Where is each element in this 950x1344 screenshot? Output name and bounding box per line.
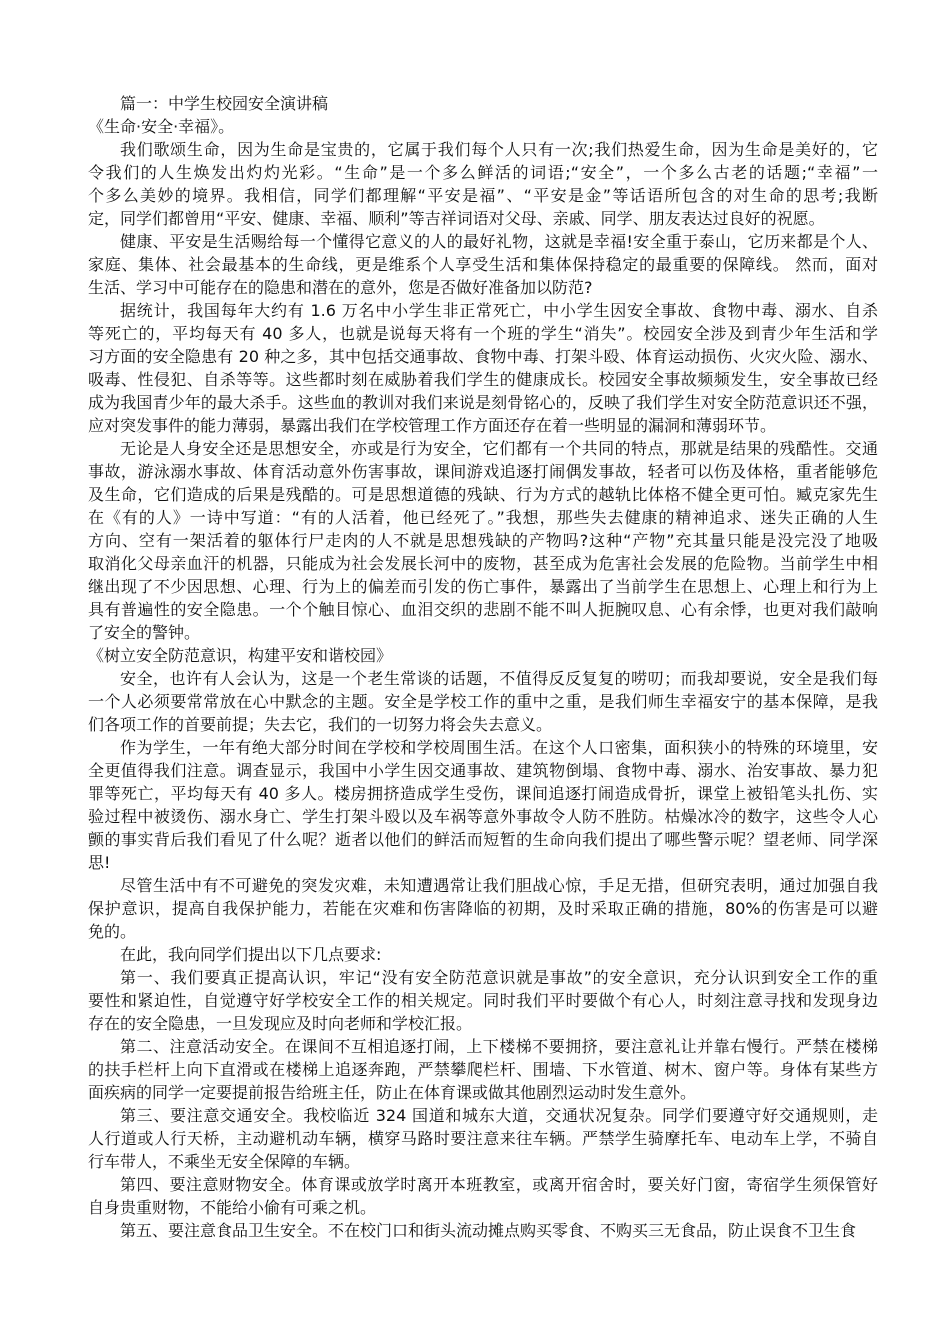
text-line: 定，同学们都曾用“平安、健康、幸福、顺利”等吉祥词语对父母、亲戚、同学、朋友表达过良好的祝愿。 bbox=[88, 209, 825, 228]
text-line: 思! bbox=[88, 853, 111, 872]
text-line: 生活、学习中可能存在的隐患和潜在的意外，您是否做好准备加以防范? bbox=[88, 278, 593, 297]
section-title bbox=[88, 115, 878, 138]
text-line: 颤的事实背后我们看见了什么呢？逝者以他们的鲜活而短暂的生命向我们提出了哪些警示呢？望老师、同学深 bbox=[88, 830, 878, 849]
text-line: 作为学生，一年有绝大部分时间在学校和学校周围生活。在这个人口密集，面积狭小的特殊的环境里，安 bbox=[120, 738, 878, 757]
section-title bbox=[88, 644, 878, 667]
text-line: 方向、空有一架活着的躯体行尸走肉的人不就是思想残缺的产物吗?这种“产物”充其量只能是没完没了地吸 bbox=[88, 531, 878, 550]
paragraph bbox=[88, 874, 878, 943]
paragraph bbox=[88, 299, 878, 437]
text-line: 第二、注意活动安全。在课间不互相追逐打闹，上下楼梯不要拥挤，要注意礼让并靠右慢行。严禁在楼梯 bbox=[120, 1037, 878, 1056]
text-line: 在此，我向同学们提出以下几点要求: bbox=[120, 945, 382, 964]
text-line: 尽管生活中有不可避免的突发灾难，未知遭遇常让我们胆战心惊，手足无措，但研究表明，通过加强自我 bbox=[120, 876, 878, 895]
text-line: 罪等死亡，平均每天有 40 多人。楼房拥挤造成学生受伤，课间追逐打闹造成骨折，课堂上被铅笔头扎伤、实 bbox=[88, 784, 878, 803]
text-line: 具有普遍性的安全隐患。一个个触目惊心、血泪交织的悲剧不能不叫人扼腕叹息、心有余悸，也更对我们敲响 bbox=[88, 600, 878, 619]
text-line: 令我们的人生焕发出灼灼光彩。“生命”是一个多么鲜活的词语;“安全”，一个多么古老的话题;“幸福”一 bbox=[88, 163, 878, 182]
paragraph bbox=[88, 437, 878, 644]
text-line: 据统计，我国每年大约有 1.6 万名中小学生非正常死亡，中小学生因安全事故、食物中毒、溺水、自杀 bbox=[120, 301, 878, 320]
text-line: 要性和紧迫性，自觉遵守好学校安全工作的相关规定。同时我们平时要做个有心人，时刻注意寻找和发现身边 bbox=[88, 991, 878, 1010]
text-line: 第五、要注意食品卫生安全。不在校门口和街头流动摊点购买零食、不购买三无食品，防止误食不卫生食 bbox=[120, 1221, 857, 1240]
text-line: 我们歌颂生命，因为生命是宝贵的，它属于我们每个人只有一次;我们热爱生命，因为生命是美好的，它 bbox=[120, 140, 878, 159]
text-line: 了安全的警钟。 bbox=[88, 623, 201, 642]
text-line: 事故，游泳溺水事故、体育活动意外伤害事故，课间游戏追逐打闹偶发事故，轻者可以伤及体格，重者能够危 bbox=[88, 462, 878, 481]
text-line: 及生命，它们造成的后果是残酷的。可是思想道德的残缺、行为方式的越轨比体格不健全更可怕。臧克家先生 bbox=[88, 485, 878, 504]
text-line: 人行道或人行天桥，主动避机动车辆，横穿马路时要注意来往车辆。严禁学生骑摩托车、电动车上学，不骑自 bbox=[88, 1129, 878, 1148]
paragraph bbox=[88, 1104, 878, 1173]
text-line: 的扶手栏杆上向下直滑或在楼梯上追逐奔跑，严禁攀爬栏杆、围墙、下水管道、树木、窗户等。身体有某些方 bbox=[88, 1060, 878, 1079]
paragraph bbox=[88, 667, 878, 736]
text-line: 吸毒、性侵犯、自杀等等。这些都时刻在威胁着我们学生的健康成长。校园安全事故频频发生，安全事故已经 bbox=[88, 370, 878, 389]
text-line: 们各项工作的首要前提；失去它，我们的一切努力将会失去意义。 bbox=[88, 715, 553, 734]
text-line: 无论是人身安全还是思想安全，亦或是行为安全，它们都有一个共同的特点，那就是结果的残酷性。交通 bbox=[120, 439, 878, 458]
paragraph bbox=[88, 1035, 878, 1104]
text-line: 安全，也许有人会认为，这是一个老生常谈的话题，不值得反反复复的唠叨；而我却要说，安全是我们每 bbox=[120, 669, 878, 688]
paragraph bbox=[88, 966, 878, 1035]
text-line: 面疾病的同学一定要提前报告给班主任，防止在体育课或做其他剧烈运动时发生意外。 bbox=[88, 1083, 697, 1102]
paragraph bbox=[88, 230, 878, 299]
text-line: 第四、要注意财物安全。体育课或放学时离开本班教室，或离开宿舍时，要关好门窗，寄宿学生须保管好 bbox=[120, 1175, 878, 1194]
text-line: 在《有的人》一诗中写道：“有的人活着，他已经死了。”我想，那些失去健康的精神追求、迷失正确的人生 bbox=[88, 508, 878, 527]
text-line: 行车带人，不乘坐无安全保障的车辆。 bbox=[88, 1152, 361, 1171]
text-line: 《生命·安全·幸福》。 bbox=[88, 117, 235, 136]
text-line: 第三、要注意交通安全。我校临近 324 国道和城东大道，交通状况复杂。同学们要遵守好交通规则，走 bbox=[120, 1106, 878, 1125]
text-line: 篇一：中学生校园安全演讲稿 bbox=[120, 94, 329, 113]
text-line: 《树立安全防范意识，构建平安和谐校园》 bbox=[88, 646, 393, 665]
paragraph bbox=[88, 736, 878, 874]
text-line: 第一、我们要真正提高认识，牢记“没有安全防范意识就是事故”的安全意识，充分认识到安全工作的重 bbox=[120, 968, 878, 987]
paragraph bbox=[88, 138, 878, 230]
text-line: 应对突发事件的能力薄弱，暴露出我们在学校管理工作方面还存在着一些明显的漏洞和薄弱环节。 bbox=[88, 416, 777, 435]
text-line: 自身贵重财物，不能给小偷有可乘之机。 bbox=[88, 1198, 377, 1217]
text-line: 验过程中被烫伤、溺水身亡、学生打架斗殴以及车祸等意外事故令人防不胜防。枯燥冰冷的数字，这些令人心 bbox=[88, 807, 878, 826]
text-line: 健康、平安是生活赐给每一个懂得它意义的人的最好礼物，这就是幸福!安全重于泰山，它历来都是个人、 bbox=[120, 232, 878, 251]
text-line: 保护意识，提高自我保护能力，若能在灾难和伤害降临的初期，及时采取正确的措施，80%的伤害是可以避 bbox=[88, 899, 878, 918]
text-line: 继出现了不少因思想、心理、行为上的偏差而引发的伤亡事件，暴露出了当前学生在思想上、心理上和行为上 bbox=[88, 577, 878, 596]
text-line: 等死亡的，平均每天有 40 多人，也就是说每天将有一个班的学生“消失”。校园安全涉及到青少年生活和学 bbox=[88, 324, 878, 343]
document-heading bbox=[88, 92, 878, 115]
text-line: 习方面的安全隐患有 20 种之多，其中包括交通事故、食物中毒、打架斗殴、体育运动损伤、火灾火险、溺水、 bbox=[88, 347, 878, 366]
text-line: 家庭、集体、社会最基本的生命线，更是维系个人享受生活和集体保持稳定的最重要的保障线。 然而，面对 bbox=[88, 255, 878, 274]
text-line: 个多么美妙的境界。我相信，同学们都理解“平安是福”、“平安是金”等话语所包含的对生命的思考;我断 bbox=[88, 186, 878, 205]
paragraph bbox=[88, 943, 878, 966]
text-line: 成为我国青少年的最大杀手。这些血的教训对我们来说是刻骨铭心的，反映了我们学生对安全防范意识还不强， bbox=[88, 393, 878, 412]
text-line: 取消化父母亲血汗的机器，只能成为社会发展长河中的废物，甚至成为危害社会发展的危险物。当前学生中相 bbox=[88, 554, 878, 573]
document-body bbox=[88, 92, 878, 1242]
text-line: 一个人必须要常常放在心中默念的主题。安全是学校工作的重中之重，是我们师生幸福安宁的基本保障，是我 bbox=[88, 692, 878, 711]
paragraph bbox=[88, 1219, 878, 1242]
text-line: 全更值得我们注意。调查显示，我国中小学生因交通事故、建筑物倒塌、食物中毒、溺水、治安事故、暴力犯 bbox=[88, 761, 878, 780]
text-line: 存在的安全隐患，一旦发现应及时向老师和学校汇报。 bbox=[88, 1014, 473, 1033]
text-line: 免的。 bbox=[88, 922, 137, 941]
paragraph bbox=[88, 1173, 878, 1219]
